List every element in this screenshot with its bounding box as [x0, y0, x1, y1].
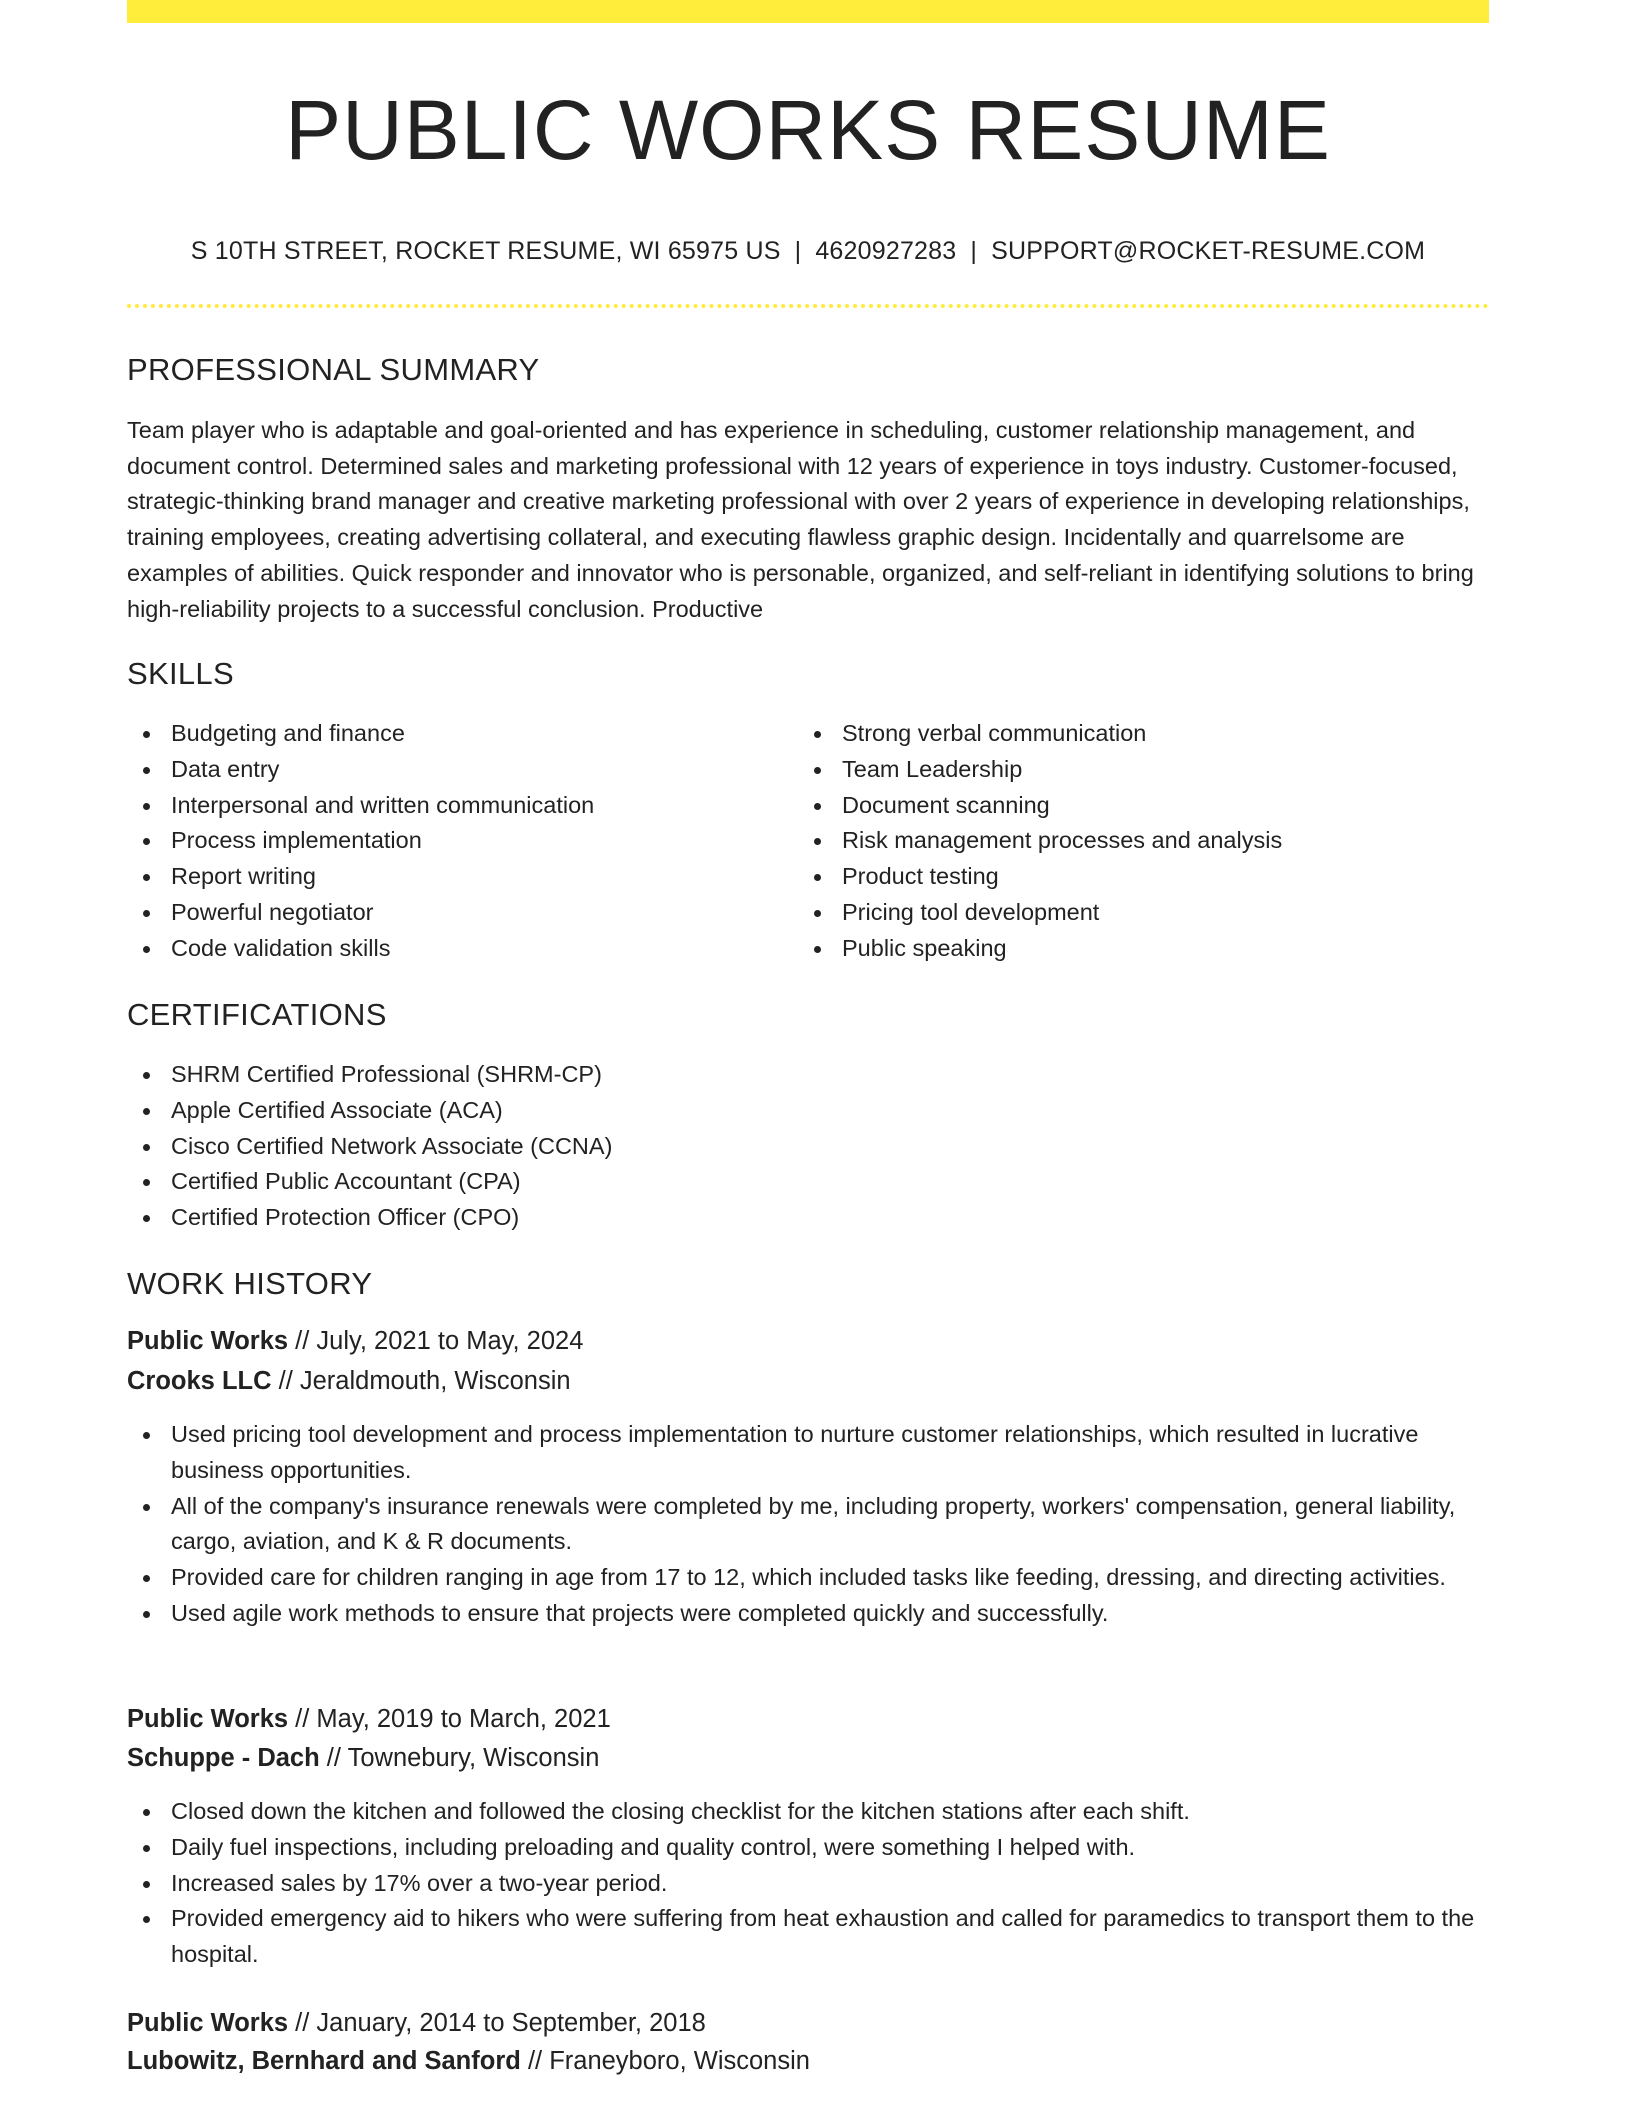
- contact-line: [127, 236, 1489, 266]
- list-item: Risk management processes and analysis: [798, 823, 1489, 859]
- summary-text: Team player who is adaptable and goal-oriented and has experience in scheduling, customer relationship management, and document control. Determined sales and marketing professional with 12 years of experience in toys industry. Customer-focused, strategic-thinking brand manager and creative marketing professional with over 2 years of experience in developing relationships, training employees, creating advertising collateral, and executing flawless graphic design. Incidentally and quarrelsome are examples of abilities. Quick responder and innovator who is personable, organized, and self-reliant in identifying solutions to bring high-reliability projects to a successful conclusion. Productive: [127, 417, 1474, 622]
- list-item: Document scanning: [798, 788, 1489, 824]
- contact-separator: |: [970, 237, 978, 265]
- list-item: Powerful negotiator: [127, 895, 787, 931]
- job-title: Public Works: [127, 1327, 289, 1355]
- summary-heading: PROFESSIONAL SUMMARY: [127, 352, 540, 387]
- job-bullets: [127, 1417, 1489, 1632]
- certifications-heading: CERTIFICATIONS: [127, 997, 387, 1032]
- resume-title: PUBLIC WORKS RESUME: [285, 83, 1331, 177]
- job-location: // Townebury, Wisconsin: [326, 1744, 600, 1772]
- contact-phone: 4620927283: [815, 237, 957, 265]
- job-company-line: [127, 2042, 810, 2080]
- list-item: Daily fuel inspections, including preloading and quality control, were something I helped with.: [127, 1830, 1489, 1866]
- list-item: SHRM Certified Professional (SHRM-CP): [127, 1057, 1489, 1093]
- dotted-divider: [127, 304, 1489, 308]
- resume-content: [127, 0, 1489, 2075]
- list-item: Strong verbal communication: [798, 716, 1489, 752]
- job-dates: // January, 2014 to September, 2018: [295, 2009, 706, 2037]
- job-dates: // July, 2021 to May, 2024: [295, 1327, 584, 1355]
- job-company: Crooks LLC: [127, 1367, 272, 1395]
- work-history-heading: WORK HISTORY: [127, 1266, 373, 1301]
- list-item: Code validation skills: [127, 931, 787, 967]
- job-title-line: [127, 1700, 611, 1738]
- job-dates: // May, 2019 to March, 2021: [295, 1705, 611, 1733]
- list-item: Certified Public Accountant (CPA): [127, 1164, 1489, 1200]
- job-title-line: [127, 1322, 583, 1360]
- job-company-line: [127, 1739, 599, 1777]
- list-item: Closed down the kitchen and followed the closing checklist for the kitchen stations after each shift.: [127, 1794, 1489, 1830]
- list-item: Report writing: [127, 859, 787, 895]
- list-item: All of the company's insurance renewals were completed by me, including property, workers' compensation, general liability, cargo, aviation, and K & R documents.: [127, 1489, 1489, 1561]
- skills-list-left: [127, 716, 787, 967]
- list-item: Process implementation: [127, 823, 787, 859]
- list-item: Pricing tool development: [798, 895, 1489, 931]
- list-item: Data entry: [127, 752, 787, 788]
- job-location: // Franeyboro, Wisconsin: [527, 2047, 810, 2075]
- list-item: Cisco Certified Network Associate (CCNA): [127, 1129, 1489, 1165]
- list-item: Budgeting and finance: [127, 716, 787, 752]
- contact-email: SUPPORT@ROCKET-RESUME.COM: [991, 237, 1426, 265]
- contact-separator: |: [794, 237, 802, 265]
- job-company-line: [127, 1362, 571, 1400]
- list-item: Public speaking: [798, 931, 1489, 967]
- list-item: Used pricing tool development and process implementation to nurture customer relationships, which resulted in lucrative business opportunities.: [127, 1417, 1489, 1489]
- skills-heading: SKILLS: [127, 656, 234, 691]
- job-location: // Jeraldmouth, Wisconsin: [278, 1367, 571, 1395]
- job-title: Public Works: [127, 1705, 289, 1733]
- skills-list-right: [798, 716, 1489, 967]
- list-item: Certified Protection Officer (CPO): [127, 1200, 1489, 1236]
- list-item: Used agile work methods to ensure that projects were completed quickly and successfully.: [127, 1596, 1489, 1632]
- list-item: Apple Certified Associate (ACA): [127, 1093, 1489, 1129]
- list-item: Product testing: [798, 859, 1489, 895]
- list-item: Provided care for children ranging in age from 17 to 12, which included tasks like feeding, dressing, and directing activities.: [127, 1560, 1489, 1596]
- job-title: Public Works: [127, 2009, 289, 2037]
- list-item: Provided emergency aid to hikers who were suffering from heat exhaustion and called for paramedics to transport them to the hospital.: [127, 1901, 1489, 1973]
- list-item: Interpersonal and written communication: [127, 788, 787, 824]
- job-company: Schuppe - Dach: [127, 1744, 320, 1772]
- job-bullets: [127, 1794, 1489, 1973]
- list-item: Team Leadership: [798, 752, 1489, 788]
- job-title-line: [127, 2004, 706, 2042]
- list-item: Increased sales by 17% over a two-year period.: [127, 1866, 1489, 1902]
- certifications-list: [127, 1057, 1489, 1236]
- job-company: Lubowitz, Bernhard and Sanford: [127, 2047, 521, 2075]
- contact-address: S 10TH STREET, ROCKET RESUME, WI 65975 US: [190, 237, 781, 265]
